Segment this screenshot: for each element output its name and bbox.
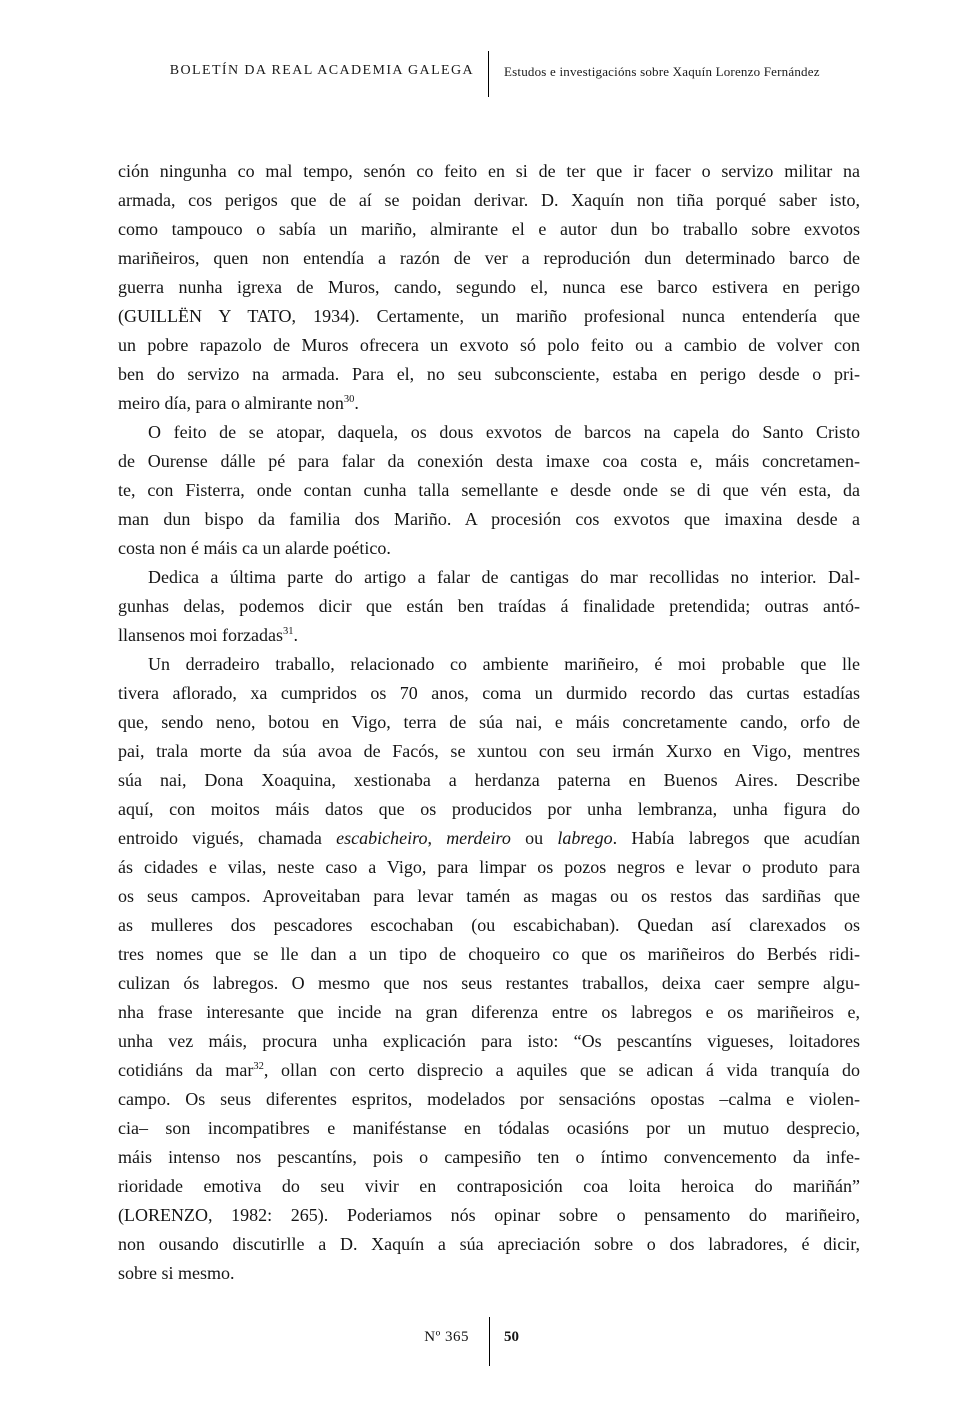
text-line: non ousando discutirlle a D. Xaquín a súa apreciación sobre o dos labradores, é dicir, [118,1234,860,1254]
text-line: te, con Fisterra, onde contan cunha talla semellante e desde onde se di que vén esta, da [118,480,860,500]
italic-term: escabicheiro [336,828,428,848]
text-line: que, sendo neno, botou en Vigo, terra de súa nai, e máis concretamente cando, orfo de [118,712,860,732]
text-line: pai, trala morte da súa avoa de Facós, se xuntou con seu irmán Xurxo en Vigo, mentres [118,741,860,761]
footnote-ref: 32 [253,1061,264,1072]
text-line: máis intenso nos pescantíns, pois o campesiño ten o íntimo convencemento da infe- [118,1147,860,1167]
text-line: aquí, con moitos máis datos que os producidos por unha lembranza, unha figura do [118,799,860,819]
journal-title: BOLETÍN DA REAL ACADEMIA GALEGA [169,63,474,78]
text-line: ben do servizo na armada. Para el, no seu subconsciente, estaba en perigo desde o pri- [118,364,860,384]
italic-term: merdeiro [446,828,511,848]
text-line: culizan ós labregos. O mesmo que nos seus restantes traballos, deixa caer sempre algu- [118,973,860,993]
article-body [118,157,860,1288]
header-divider [488,51,489,97]
text-line: tres nomes que se lle dan a un tipo de choqueiro co que os mariñeiros do Berbés ridi- [118,944,860,964]
page-number: 50 [504,1329,519,1345]
text-line: Un derradeiro traballo, relacionado co ambiente mariñeiro, é moi probable que lle [148,654,860,674]
issue-number: Nº 365 [424,1329,469,1345]
text-line: man dun bispo da familia dos Mariño. A procesión cos exvotos que imaxina desde a [118,509,860,529]
article-running-title: Estudos e investigacións sobre Xaquín Lorenzo Fernández [504,64,820,79]
text-line: armada, cos perigos que de aí se poidan derivar. D. Xaquín non tiña porqué saber isto, [118,190,860,210]
footnote-ref: 30 [343,394,355,405]
text-line: meiro día, para o almirante non$^{30}$. [118,393,359,413]
text-line: (GUILLËN Y TATO, 1934). Certamente, un mariño profesional nunca entendería que [118,306,860,326]
text-line: ción ningunha co mal tempo, senón co feito en si de ter que ir facer o servizo militar na [118,161,860,181]
text-line: O feito de se atopar, daquela, os dous exvotos de barcos na capela do Santo Cristo [148,422,860,442]
text-line: nha frase interesante que incide na gran diferenza entre os labregos e os mariñeiros e, [118,1002,860,1022]
text-line: guerra nunha igrexa de Muros, cando, segundo el, nunca ese barco estivera en perigo [118,277,860,297]
text-line: Dedica a última parte do artigo a falar de cantigas do mar recollidas no interior. Dal- [148,567,860,587]
text-line: os seus campos. Aproveitaban para levar tamén as magas ou os restos das sardiñas que [118,886,860,906]
text-line: tivera aflorado, xa cumpridos os 70 anos, coma un durmido recordo das curtas estadías [118,683,860,703]
text-line: llansenos moi forzadas$^{31}$. [118,625,298,645]
text-line: de Ourense dálle pé para falar da conexión desta imaxe coa costa e, máis concretamen- [118,451,860,471]
text-line: campo. Os seus diferentes espritos, modelados por sensacións opostas –calma e violen- [118,1089,860,1109]
text-line: cotidiáns da mar$^{32}$, ollan con certo disprecio a aquiles que se adican á vida tranquía do [118,1060,860,1080]
text-line: rioridade emotiva do seu vivir en contraposición coa loita heroica do mariñán” [118,1176,860,1196]
text-line: mariñeiros, quen non entendía a razón de ver a reprodución dun determinado barco de [118,248,860,268]
text-line: gunhas delas, podemos dicir que están ben traídas á finalidade pretendida; outras antó- [118,596,860,616]
italic-term: labrego [557,828,613,848]
footer-divider [489,1317,490,1366]
text-line: entroido vigués, chamada escabicheiro, merdeiro ou labrego. Había labregos que acudían [118,828,860,848]
text-line: un pobre rapazolo de Muros ofrecera un exvoto só polo feito ou a cambio de volver con [118,335,860,355]
text-line: cia– son incompatibres e maniféstanse en tódalas ocasións por un mutuo desprecio, [118,1118,860,1138]
text-line: unha vez máis, procura unha explicación para isto: “Os pescantíns vigueses, loitadores [118,1031,860,1051]
text-line: súa nai, Dona Xoaquina, xestionaba a herdanza paterna en Buenos Aires. Describe [118,770,860,790]
text-line: (LORENZO, 1982: 265). Poderiamos nós opinar sobre o pensamento do mariñeiro, [118,1205,860,1225]
footnote-ref: 31 [282,626,294,637]
text-line: costa non é máis ca un alarde poético. [118,538,391,558]
text-line: as mulleres dos pescadores escochaban (ou escabichaban). Quedan así clarexados os [118,915,860,935]
text-line: ás cidades e vilas, neste caso a Vigo, para limpar os pozos negros e levar o produto para [118,857,860,877]
text-line: como tampouco o sabía un mariño, almirante el e autor dun bo traballo sobre exvotos [118,219,860,239]
text-line: sobre si mesmo. [118,1263,235,1283]
